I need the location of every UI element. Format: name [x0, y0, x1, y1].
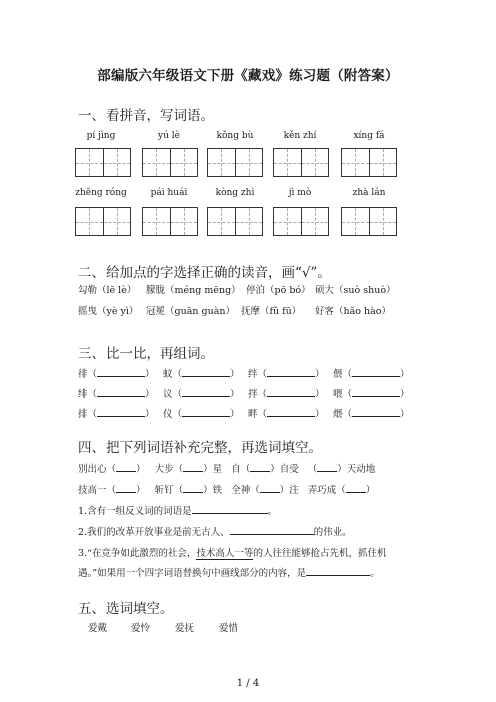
answer-blank[interactable] [267, 416, 315, 417]
question-text: 2.我们的改革开放事业是前无古人、 [78, 527, 230, 538]
answer-blank[interactable] [116, 471, 136, 472]
idiom-text: ）注 [279, 485, 299, 496]
pinyin-label: pái huái [150, 188, 188, 198]
char: 排 [78, 409, 88, 420]
answer-blank[interactable] [192, 513, 268, 514]
answer-blank[interactable] [183, 492, 203, 493]
char: 喂 [333, 389, 343, 400]
word-option: 爱戴 [88, 623, 108, 634]
question-3 [78, 545, 386, 559]
answer-blank[interactable] [250, 471, 270, 472]
idiom-text: 技高一（ [78, 485, 117, 496]
answer-blank[interactable] [116, 492, 136, 493]
char: 拌 [248, 389, 258, 400]
answer-blank[interactable] [97, 416, 145, 417]
char: 煨 [333, 409, 343, 420]
compare-row: 徘（ ） 蚊（ ） 绊（ ） 偎（ ） [78, 369, 410, 380]
word-option: 爱抚 [175, 623, 195, 634]
section-number: 四、 [78, 440, 105, 456]
answer-blank[interactable] [182, 416, 230, 417]
writing-grid[interactable] [273, 207, 329, 236]
answer-blank[interactable] [267, 396, 315, 397]
idiom-text: ） [136, 464, 146, 475]
idiom-text: 斩钉（ [154, 485, 184, 496]
pinyin-label: yú lè [158, 131, 180, 141]
question-text: 的伟业。 [313, 527, 352, 538]
idiom-text: ） [365, 485, 376, 496]
idiom-text: 全神（ [231, 485, 260, 496]
char: 蚊 [163, 369, 173, 380]
answer-blank[interactable] [352, 376, 400, 377]
pinyin-label: jì mò [288, 188, 312, 198]
idiom-line [78, 461, 375, 475]
section-title: 比一比，再组词。 [106, 346, 214, 362]
idiom-text: ）星 [203, 464, 223, 475]
pinyin-label: kěn zhí [283, 131, 317, 141]
question-text: 1.含有一组反义词的词语是 [78, 506, 192, 517]
answer-blank[interactable] [306, 575, 370, 576]
char: 畔 [248, 409, 258, 420]
word-option: 爱惜 [219, 623, 239, 634]
idiom-text: ）铁 [203, 485, 223, 496]
pinyin-label: zhà lán [352, 188, 386, 198]
question-text: 的人往往能够抢占先机，抓住机 [253, 548, 387, 559]
char: 绯 [78, 389, 88, 400]
reading-choice[interactable]: 抚摩（fǔ fū） [241, 306, 302, 317]
section-5-heading [78, 597, 174, 617]
char: 议 [163, 389, 173, 400]
idiom-text: ）自受 [270, 464, 299, 475]
pinyin-label: kǒng bù [216, 131, 254, 141]
question-2 [78, 524, 352, 538]
idiom-text: 自（ [231, 464, 251, 475]
char: 偎 [333, 369, 343, 380]
answer-blank[interactable] [97, 396, 145, 397]
writing-grid[interactable] [75, 207, 131, 236]
question-text: 。 [370, 568, 380, 579]
idiom-text: （ [307, 464, 318, 475]
idiom-text: ） [136, 485, 146, 496]
reading-choice[interactable]: 好客（hǎo hào） [315, 306, 392, 317]
section-4-heading [78, 436, 322, 456]
writing-grid[interactable] [207, 207, 263, 236]
answer-blank[interactable] [260, 492, 280, 493]
section-1-heading [78, 104, 214, 124]
pinyin-label: xíng fá [353, 131, 385, 141]
reading-choice[interactable]: 朦胧（méng mēng） [146, 285, 241, 296]
writing-grid[interactable] [341, 207, 397, 236]
section-number: 三、 [78, 346, 105, 362]
section-title: 选词填空。 [106, 601, 174, 617]
reading-choice[interactable]: 摇曳（yè yì） [78, 306, 139, 317]
word-option: 爱怜 [131, 623, 151, 634]
answer-blank[interactable] [97, 376, 145, 377]
char: 仪 [163, 409, 173, 420]
answer-blank[interactable] [230, 534, 314, 535]
answer-blank[interactable] [267, 376, 315, 377]
answer-blank[interactable] [183, 471, 203, 472]
writing-grid[interactable] [142, 207, 198, 236]
writing-grid[interactable] [75, 148, 131, 177]
section-number: 五、 [78, 601, 105, 617]
answer-blank[interactable] [182, 396, 230, 397]
idiom-text: ）天动地 [337, 464, 376, 475]
idiom-line [78, 482, 375, 496]
question-text: 遇。”如果用一个四字词语替换句中画线部分的内容，是 [78, 568, 307, 579]
char: 绊 [248, 369, 258, 380]
pinyin-label: kòng zhì [215, 188, 255, 198]
answer-blank[interactable] [346, 492, 366, 493]
section-number: 二、 [78, 265, 105, 281]
reading-choice[interactable]: 停泊（pō bó） [246, 285, 311, 296]
writing-grid[interactable] [207, 148, 263, 177]
writing-grid[interactable] [142, 148, 198, 177]
question-text: 。 [267, 506, 278, 517]
idiom-text: 别出心（ [78, 464, 117, 475]
section-number: 一、 [78, 108, 105, 124]
pinyin-label: pí jìng [86, 131, 116, 141]
idiom-text: 弄巧成（ [307, 485, 346, 496]
answer-blank[interactable] [352, 396, 400, 397]
page-title: 部编版六年级语文下册《藏戏》练习题（附答案） [97, 68, 399, 84]
reading-choice[interactable]: 冠冕（guān guàn） [146, 306, 235, 317]
idiom-text: 大步（ [154, 464, 184, 475]
question-1 [78, 503, 277, 517]
question-text: 3.“在竞争如此激烈的社会， [78, 548, 197, 559]
answer-blank[interactable] [317, 471, 337, 472]
section-2-heading [78, 261, 331, 281]
compare-row: 排（ ） 仪（ ） 畔（ ） 煨（ ） [78, 409, 410, 420]
question-3-cont [78, 565, 380, 579]
writing-grid[interactable] [341, 148, 397, 177]
answer-blank[interactable] [182, 376, 230, 377]
section-title: 给加点的字选择正确的读音，画“√”。 [106, 265, 331, 281]
reading-choice[interactable]: 勾勒（lē lè） [78, 285, 137, 296]
pinyin-label: zhēng róng [75, 188, 127, 198]
underlined-phrase: 技术高人一等 [196, 548, 254, 559]
char: 徘 [78, 369, 88, 380]
page-number: 1 / 4 [236, 678, 260, 689]
section-title: 把下列词语补充完整，再选词填空。 [106, 440, 322, 456]
section-title: 看拼音，写词语。 [106, 108, 214, 124]
writing-grid[interactable] [273, 148, 329, 177]
reading-choice[interactable]: 硕大（suò shuò） [315, 285, 396, 296]
answer-blank[interactable] [352, 416, 400, 417]
section-3-heading [78, 342, 214, 362]
compare-row: 绯（ ） 议（ ） 拌（ ） 喂（ ） [78, 389, 410, 400]
